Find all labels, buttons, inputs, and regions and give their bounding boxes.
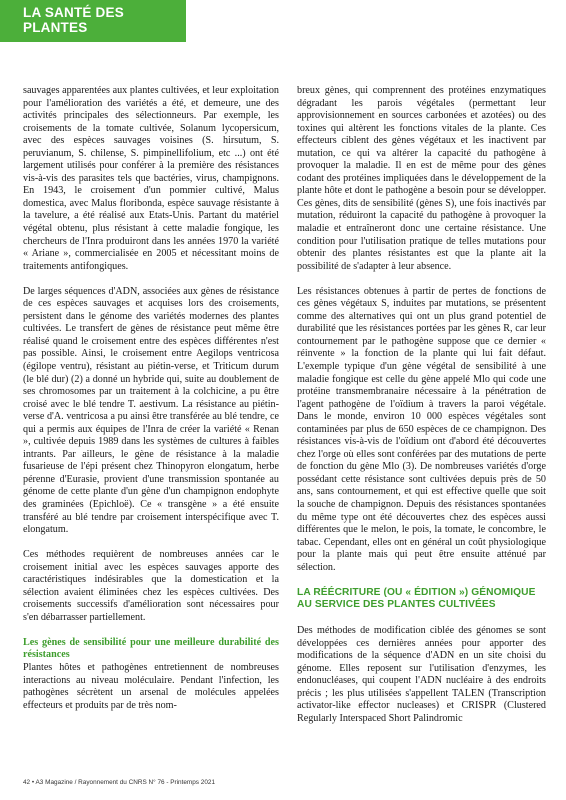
paragraph: breux gènes, qui comprennent des protéines enzymatiques dégradant les parois végétales (permettant leur approvisionnement en sources carbonées et azotées) ou des toxines qui altèrent les fonctions vitales de la plante. Ces effecteurs ciblent des gènes végétaux et les inactivent par mutation, ce qui va altérer la capacité du pathogène à provoquer la maladie. Il en est de même pour des gènes codant des protéines impliquées dans le développement de la plante hôte et dont le pathogène a besoin pour se développer. Ces gènes, dits de sensibilité (gènes S), une fois inactivés par mutation, réduiront la capacité du pathogène à provoquer la maladie et entraîneront donc une certaine résistance. Une condition pour l'utilisation pratique de telles mutations pour obtenir des plantes résistantes est que la plante ait la possibilité de s'adapter à leur absence. xyxy=(297,85,546,272)
left-text-column xyxy=(23,85,279,725)
right-text-column xyxy=(297,85,546,738)
section-heading xyxy=(297,587,546,612)
section-heading-line: LA RÉÉCRITURE (OU « ÉDITION ») GÉNOMIQUE xyxy=(297,586,536,598)
subsection-heading: Les gènes de sensibilité pour une meilleure durabilité des résistances xyxy=(23,636,279,661)
paragraph: sauvages apparentées aux plantes cultivées, et leur exploitation pour l'amélioration des variétés a été, et demeure, une des activités principales des sélectionneurs. Par exemple, les croisements de la tomate cultivée, Solanum lycopersicum, avec des espèces sauvages voisines (S. hirsutum, S. peruvianum, S. chilense, S. pimpinellifolium, etc ...) ont été largement utilisés pour conférer à la première des résistances vis-à-vis des parasites tels que bactéries, virus, champignons. En 1943, le croisement d'un pommier cultivé, Malus domestica, avec Malus floribonda, espèce sauvage résistante à la tavelure, a été réalisé aux Etats-Unis. Partant du matériel végétal obtenu, plus résistant à cette maladie fongique, les chercheurs de l'Inra produiront dans les années 1970 la variété « Ariane », commercialisée en 2005 et nécessitant moins de traitements antifongiques. xyxy=(23,85,279,272)
section-heading-line: AU SERVICE DES PLANTES CULTIVÉES xyxy=(297,599,496,611)
section-title: LA SANTÉ DES PLANTES xyxy=(23,5,124,35)
paragraph: Des méthodes de modification ciblée des génomes se sont développées ces dernières années pour apporter des modifications de la séquence d'ADN en un site choisi du génome. Elles reposent sur l'utilisation d'enzymes, les endonucléases, qui coupent l'ADN nucléaire à des endroits précis ; les plus utilisées s'appellent TALEN (Transcription activator-like effector nucleases) et CRISPR (Clustered Regularly Interspaced Short Palindromic xyxy=(297,624,546,724)
paragraph: Les résistances obtenues à partir de pertes de fonctions de ces gènes végétaux S, induites par mutations, se présentent comme des alternatives qui ont un plus grand potentiel de durabilité que les résistances portées par les gènes R, car leur contournement par le pathogène suppose que ce dernier « réinvente » la fonction de la plante qui lui fait défaut. L'exemple typique d'un gène végétal de sensibilité à une maladie fongique est celle du gène appelé Mlo qui code une protéine transmembranaire nécessaire à la pénétration de l'agent pathogène de l'oïdium à travers la paroi végétale. Dans le monde, environ 10 000 espèces végétales sont contaminées par plus de 650 espèces de ce champignon. Des résistances vis-à-vis de l'oïdium ont d'abord été découvertes chez l'orge où elles sont conférées par des mutations de perte de fonction du gène Mlo (3). De nombreuses variétés d'orge possédant cette résistance sont cultivées depuis près de 50 ans, sans contournement, et qui est effective quelle que soit la souche de champignon. Depuis des résistances spontanées du même type ont été découvertes chez des espèces aussi différentes que le melon, le pois, la tomate, le concombre, le tabac. Cependant, elles ont en général un coût physiologique pour la plante mais qui peut être ensuite atténué par sélection. xyxy=(297,285,546,573)
section-header-bar xyxy=(0,0,186,42)
paragraph: Ces méthodes requièrent de nombreuses années car le croisement initial avec les espèces sauvages apporte des caractéristiques indésirables que la domestication et la sélection avaient éliminées chez les espèces cultivées. Des croisements successifs d'amélioration sont nécessaires pour s'en débarrasser partiellement. xyxy=(23,549,279,623)
paragraph: De larges séquences d'ADN, associées aux gènes de résistance de ces espèces sauvages et acquises lors des croisements, persistent dans le génome des variétés modernes des plantes cultivées. Le transfert de gènes de résistance peut même être réalisé quand le croisement entre des espèces différentes n'est pas possible. Ainsi, le croisement entre Aegilops ventricosa (égilope ventru), résistant au piétin-verse, et Triticum durum (le blé dur) (2) a donné un hybride qui, suite au doublement de ses chromosomes par un traitement à la colchicine, a pu être croisé avec le blé tendre T. aestivum. La résistance au piétin-verse d'A. ventricosa a pu ainsi être transférée au blé tendre, ce qui a permis aux équipes de l'Inra de créer la variété « Renan », cultivée depuis 1989 dans les systèmes de cultures à faibles intrants. Par ailleurs, le gène de résistance à la maladie fusarieuse de l'épi présent chez Thinopyron elongatum, herbe pérenne d'Eurasie, provient d'une transmission spontanée au génome de cette plante d'un gène d'un champignon endophyte des graminées (Epichloë). Ce « transgène » a été ensuite transféré au blé tendre par croisement interspécifique avec T. elongatum. xyxy=(23,285,279,536)
paragraph: Plantes hôtes et pathogènes entretiennent de nombreuses interactions au niveau moléculaire. Pendant l'infection, les pathogènes sécrètent un arsenal de molécules appelées effecteurs et produits par de très nom- xyxy=(23,662,279,711)
page-footer: 42 • A3 Magazine / Rayonnement du CNRS N° 76 - Printemps 2021 xyxy=(23,779,215,786)
